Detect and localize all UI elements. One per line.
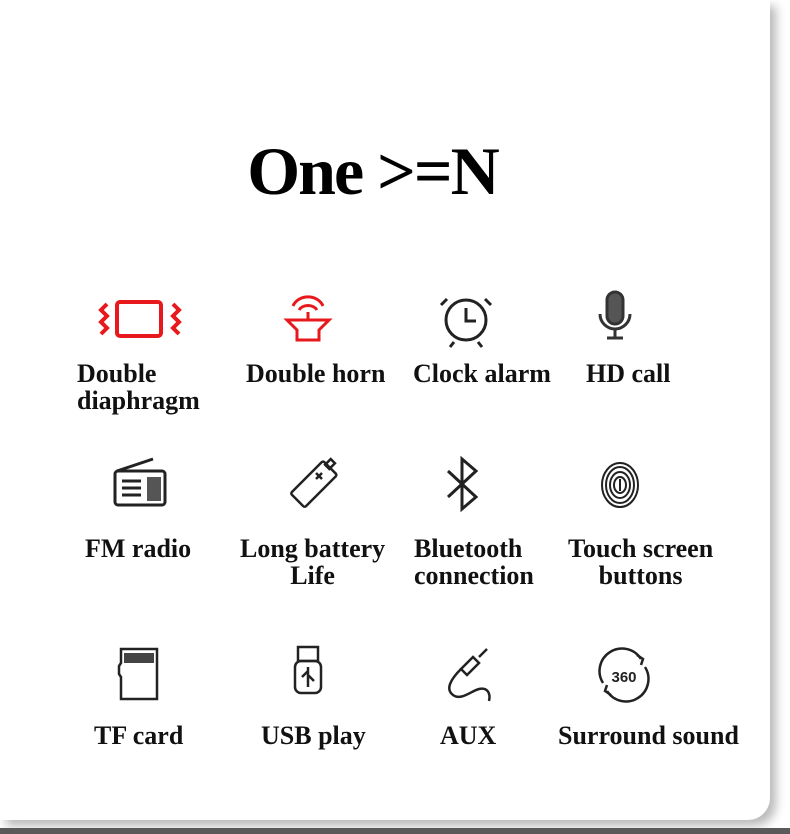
feature-label-long-battery-life: Long battery Life [240, 534, 386, 591]
feature-label-fm-radio: FM radio [85, 534, 192, 563]
feature-label-aux: AUX [440, 721, 497, 750]
feature-label-double-horn: Double horn [246, 359, 386, 388]
feature-label-hd-call: HD call [586, 359, 671, 388]
battery-icon [266, 455, 356, 515]
feature-label-surround-sound: Surround sound [558, 721, 739, 750]
vibration-icon [95, 290, 185, 350]
microphone-icon [570, 290, 660, 350]
tf-card-icon [95, 645, 185, 705]
surround-360-icon [579, 645, 669, 705]
aux-cable-icon [425, 645, 515, 705]
alarm-clock-icon [421, 290, 511, 350]
feature-label-usb-play: USB play [261, 721, 366, 750]
feature-label-touch-screen-buttons: Touch screen buttons [568, 534, 714, 591]
feature-label-bluetooth-connection: Bluetooth connection [414, 534, 534, 591]
svg-text:360: 360 [611, 669, 637, 686]
bottom-divider [0, 828, 790, 834]
radio-icon [95, 455, 185, 515]
bluetooth-icon [418, 455, 508, 515]
feature-label-tf-card: TF card [94, 721, 184, 750]
feature-label-clock-alarm: Clock alarm [413, 359, 551, 388]
usb-icon [263, 645, 353, 705]
feature-label-double-diaphragm: Double diaphragm [77, 359, 200, 416]
fingerprint-icon [575, 455, 665, 515]
horn-icon [263, 290, 353, 350]
page-title: One >=N [247, 133, 498, 209]
